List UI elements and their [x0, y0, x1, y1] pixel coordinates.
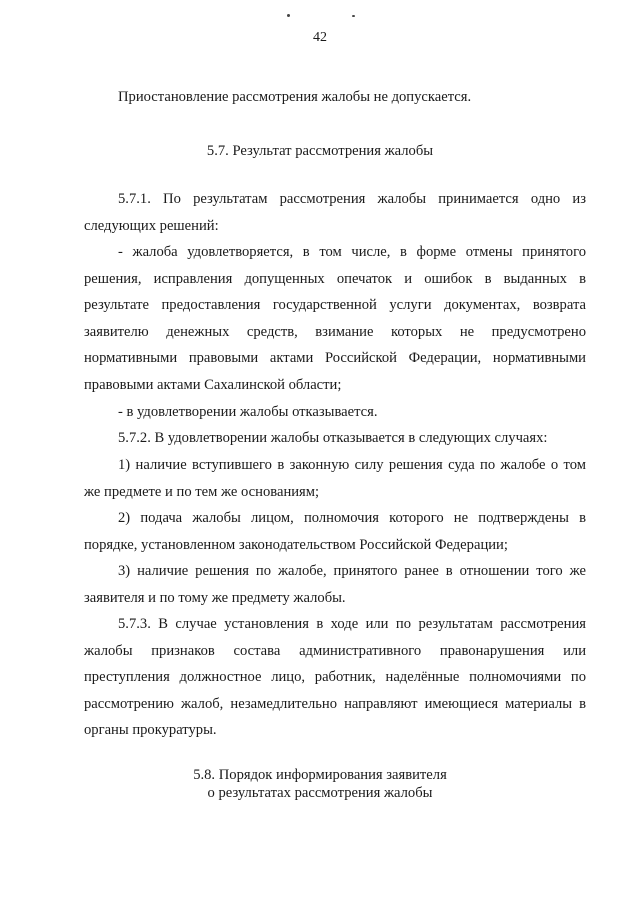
scan-speck: [352, 15, 355, 17]
heading-line: о результатах рассмотрения жалобы: [207, 785, 433, 801]
decision-item-2: [84, 399, 586, 426]
scan-speck: [287, 14, 290, 17]
text-line: Приостановление рассмотрения жалобы не допускается.: [118, 89, 472, 105]
text-line: решения, исправления допущенных опечаток и ошибок в выданных в: [84, 270, 586, 287]
refusal-case-2: [84, 505, 586, 558]
paragraph-5-7-3: [84, 611, 586, 744]
text-line: следующих решений:: [84, 217, 219, 234]
text-line: 1) наличие вступившего в законную силу решения суда по жалобе о том: [118, 457, 586, 473]
text-line: 5.7.2. В удовлетворении жалобы отказывается в следующих случаях:: [118, 430, 548, 446]
refusal-case-3: [84, 558, 586, 611]
text-line: заявителю денежных средств, взимание которых не предусмотрено: [84, 323, 586, 340]
text-line: рассмотрению жалоб, незамедлительно направляют имеющиеся материалы в: [84, 695, 586, 712]
page-number: 42: [313, 30, 327, 45]
section-heading-5-7: 5.7. Результат рассмотрения жалобы: [206, 143, 434, 159]
text-line: 3) наличие решения по жалобе, принятого ранее в отношении того же: [118, 563, 586, 579]
text-line: 5.7.3. В случае установления в ходе или по результатам рассмотрения: [118, 616, 586, 632]
heading-line: 5.8. Порядок информирования заявителя: [193, 767, 447, 783]
text-line: результате предоставления государственной услуги документах, возврата: [84, 297, 586, 314]
text-line: преступления должностное лицо, работник, наделённые полномочиями по: [84, 669, 586, 686]
text-line: правовыми актами Сахалинской области;: [84, 376, 342, 393]
text-line: - в удовлетворении жалобы отказывается.: [118, 404, 378, 420]
text-line: же предмете и по тем же основаниям;: [84, 483, 320, 500]
text-line: жалобы признаков состава административного правонарушения или: [84, 642, 586, 659]
text-line: порядке, установленном законодательством Российской Федерации;: [84, 536, 508, 553]
section-heading-5-8: [0, 766, 640, 802]
refusal-case-1: [84, 452, 586, 505]
paragraph-5-7-2: [84, 425, 586, 452]
paragraph-5-7-1: [84, 186, 586, 239]
text-line: 5.7.1. По результатам рассмотрения жалобы принимается одно из: [118, 191, 586, 207]
text-line: органы прокуратуры.: [84, 722, 217, 739]
text-line: 2) подача жалобы лицом, полномочия которого не подтверждены в: [118, 510, 586, 526]
decision-item-1: [84, 239, 586, 399]
text-line: нормативными правовыми актами Российской Федерации, нормативными: [84, 350, 586, 367]
text-line: - жалоба удовлетворяется, в том числе, в форме отмены принятого: [118, 244, 586, 260]
intro-paragraph: [118, 84, 598, 111]
text-line: заявителя и по тому же предмету жалобы.: [84, 589, 346, 606]
